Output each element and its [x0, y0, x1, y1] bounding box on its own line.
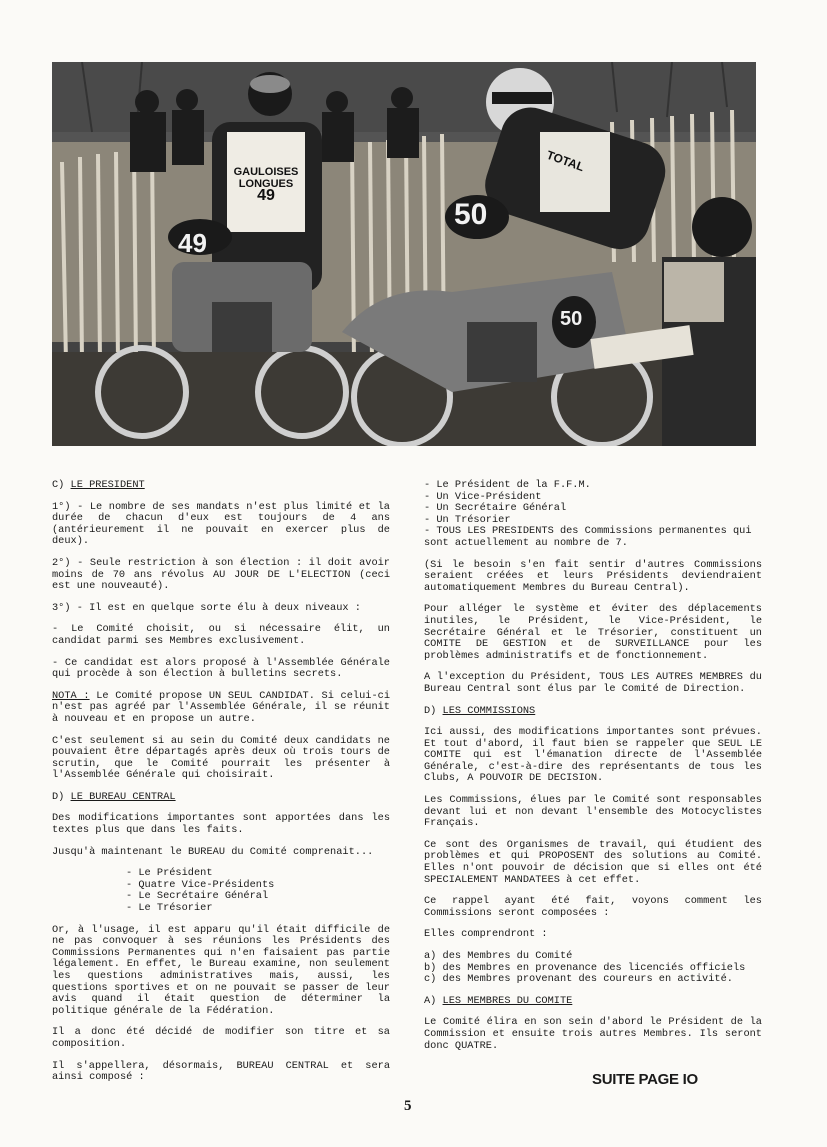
paragraph: 2°) - Seule restriction à son élection : il doit avoir moins de 70 ans révolus AU JOUR DE L'ELECTION (ceci est une nouveauté).	[52, 556, 390, 593]
paragraph: Ce sont des Organismes de travail, qui étudient des problèmes et qui PROPOSENT des solutions au Comité. Elles n'ont pouvoir de décision que si elles ont été SPECIALEMENT MANDATEES à cet effet.	[424, 838, 762, 886]
commissions-heading-text: LES COMMISSIONS	[442, 704, 536, 717]
paragraph: Or, à l'usage, il est apparu qu'il était difficile de ne pas convoquer à ses réunions les Présidents des Commissions Permanentes qui n'en faisaient pas partie légalement. En effet, le Bureau examine, non seulement les questions administratives mais, aussi, les questions sportives et on ne pouvait se passer de leur avis quand il était question de déterminer la politique générale de la Fédération.	[52, 923, 390, 1017]
bib-2-text: TOTAL	[544, 147, 587, 175]
commissions-heading: D) LES COMMISSIONS	[424, 704, 536, 717]
bureau-heading-text: LE BUREAU CENTRAL	[70, 790, 176, 803]
bib-1-number: 49	[257, 187, 275, 204]
paragraph: (Si le besoin s'en fait sentir d'autres Commissions seraient créées et leurs Présidents deviendraient automatiquement Membres du Bureau Central).	[424, 558, 762, 594]
list-item: - Le Président	[126, 867, 213, 880]
paragraph: Elles comprendront :	[424, 928, 548, 941]
paragraph: 3°) - Il est en quelque sorte élu à deux niveaux :	[52, 601, 361, 614]
paragraph: Jusqu'à maintenant le BUREAU du Comité comprenait...	[52, 845, 374, 858]
list-item: - Un Trésorier	[424, 513, 511, 526]
list-item: b) des Membres en provenance des licenciés officiels	[424, 961, 746, 974]
paragraph: Il a donc été décidé de modifier son titre et sa composition.	[52, 1026, 390, 1050]
list-item: - Quatre Vice-Présidents	[126, 878, 275, 891]
paragraph: A l'exception du Président, TOUS LES AUTRES MEMBRES du Bureau Central sont élus par le Comité de Direction.	[424, 671, 762, 695]
left-column	[52, 480, 390, 1094]
paragraph: - Le Comité choisit, ou si nécessaire élit, un candidat parmi ses Membres exclusivement.	[52, 623, 390, 647]
president-heading: C) LE PRESIDENT	[52, 479, 145, 491]
nota-text: Le Comité propose UN SEUL CANDIDAT. Si celui-ci n'est pas agréé par l'Assemblée Générale, il se réunit à nouveau et en propose un autre.	[52, 689, 390, 725]
list-item: - Le Secrétaire Général	[126, 890, 269, 903]
list-item: - Un Vice-Président	[424, 490, 542, 503]
bib-1-text: GAULOISES LONGUES 49	[233, 166, 299, 204]
paragraph: Les Commissions, élues par le Comité sont responsables devant lui et non devant l'ensemble des Motocyclistes Français.	[424, 794, 762, 830]
suite-page-link: SUITE PAGE IO	[592, 1071, 698, 1088]
paragraph: Pour alléger le système et éviter des déplacements inutiles, le Président, le Vice-Président, le Secrétaire Général et le Trésorier, constituent un COMITE DE GESTION et de SURVEILLANCE pour les problèmes administratifs et de fonctionnement.	[424, 603, 762, 662]
paragraph: - Ce candidat est alors proposé à l'Assemblée Générale qui procède à son élection à bulletins secrets.	[52, 656, 390, 681]
president-heading-text: LE PRESIDENT	[70, 479, 145, 491]
list-item: - TOUS LES PRESIDENTS des Commissions permanentes qui sont actuellement au nombre de 7.	[424, 525, 752, 549]
membres-heading-text: LES MEMBRES DU COMITE	[442, 994, 573, 1007]
list-item: a) des Membres du Comité	[424, 950, 573, 962]
bike-2-plate: 50	[454, 198, 488, 231]
paragraph: Ce rappel ayant été fait, voyons comment les Commissions seront composées :	[424, 895, 762, 919]
paragraph: Il s'appellera, désormais, BUREAU CENTRAL et sera ainsi composé :	[52, 1059, 390, 1084]
bureau-heading: D) LE BUREAU CENTRAL	[52, 790, 176, 803]
nota-paragraph	[52, 691, 390, 726]
motocross-photo	[52, 62, 756, 446]
motocross-riders-photo-icon	[52, 62, 756, 446]
paragraph: Des modifications importantes sont apportées dans les textes plus que dans les faits.	[52, 812, 390, 837]
paragraph: Ici aussi, des modifications importantes sont prévues. Et tout d'abord, il faut bien se rappeler que SEUL LE COMITE qui est l'émanation directe de l'Assemblée Générale, c'est-à-dire des représentants de tous les Clubs, A POUVOIR DE DECISION.	[424, 726, 762, 785]
nota-label: NOTA :	[52, 689, 90, 702]
list-item: - Un Secrétaire Général	[424, 502, 567, 515]
composition-list	[424, 951, 762, 986]
page-number: 5	[404, 1098, 412, 1114]
paragraph: C'est seulement si au sein du Comité deux candidats ne pouvaient être départagés après deux où trois tours de scrutin, que le Comité pourrait les présenter à l'Assemblée Générale qui choisirait.	[52, 734, 390, 782]
paragraph: 1°) - Le nombre de ses mandats n'est plus limité et la durée de chacun d'eux est toujours de 4 ans (antérieurement il ne pouvait en exercer plus de deux).	[52, 500, 390, 548]
membres-heading: A) LES MEMBRES DU COMITE	[424, 994, 573, 1007]
paragraph: Le Comité élira en son sein d'abord le Président de la Commission et ensuite trois autres Membres. Ils seront donc QUATRE.	[424, 1016, 762, 1052]
list-item: c) des Membres provenant des coureurs en activité.	[424, 973, 733, 986]
old-bureau-list	[126, 868, 390, 914]
new-bureau-list	[424, 480, 762, 550]
right-column	[424, 480, 762, 1062]
bike-2-side-plate: 50	[560, 308, 583, 330]
bike-1-plate: 49	[178, 228, 207, 258]
list-item: - Le Président de la F.F.M.	[424, 479, 591, 491]
list-item: - Le Trésorier	[126, 902, 213, 915]
